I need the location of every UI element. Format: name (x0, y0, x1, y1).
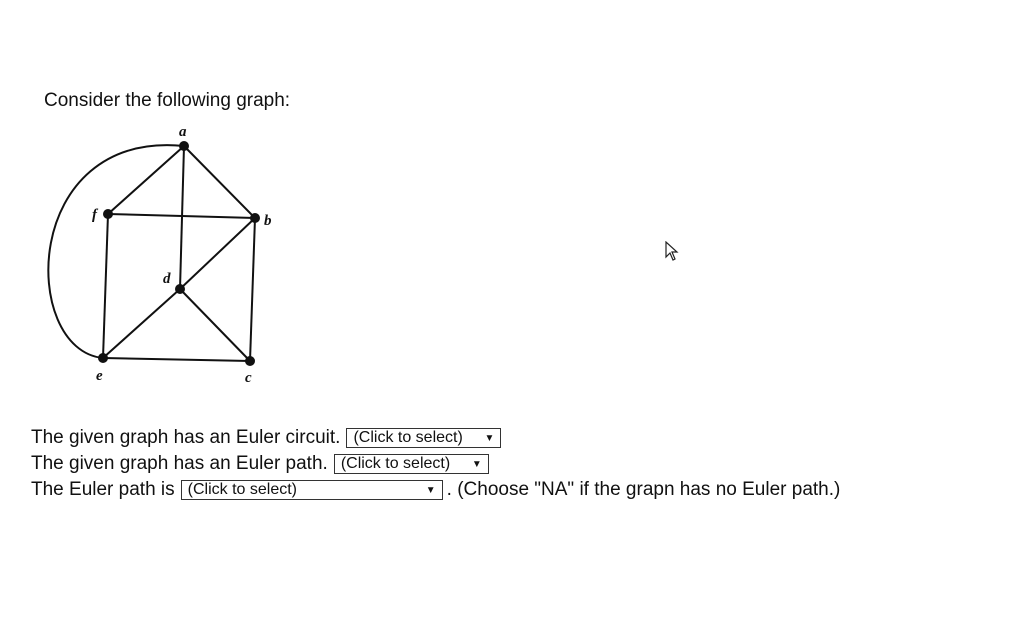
edge-b-d (180, 218, 255, 289)
euler-path-select[interactable] (334, 454, 489, 474)
question-euler-circuit (31, 425, 501, 451)
select-value: (Click to select) (187, 481, 297, 498)
node-label-c: c (245, 370, 252, 386)
edge-d-e (103, 289, 180, 358)
edge-f-e (103, 214, 108, 358)
node-d (175, 284, 185, 294)
node-a (179, 141, 189, 151)
edge-a-b (184, 146, 255, 218)
question-text: The given graph has an Euler path. (31, 453, 328, 474)
node-b (250, 213, 260, 223)
edge-a-f (108, 146, 184, 214)
node-label-b: b (264, 213, 272, 229)
graph-diagram (0, 0, 320, 400)
question-text: The given graph has an Euler circuit. (31, 427, 341, 448)
node-label-f: f (92, 207, 97, 223)
question-euler-path (31, 451, 489, 477)
euler-circuit-select[interactable] (346, 428, 501, 448)
mouse-pointer-icon (665, 241, 681, 263)
node-label-a: a (179, 124, 187, 140)
select-value: (Click to select) (340, 455, 451, 472)
question-note: . (Choose "NA" if the grapn has no Euler path.) (446, 479, 841, 500)
edge-d-c (180, 289, 250, 361)
node-e (98, 353, 108, 363)
node-c (245, 356, 255, 366)
triangle-down-icon: ▼ (425, 484, 436, 496)
question-text: The Euler path is (31, 479, 175, 500)
node-label-e: e (96, 368, 103, 384)
edge-a-d (180, 146, 184, 289)
node-f (103, 209, 113, 219)
edge-b-c (250, 218, 255, 361)
node-label-d: d (163, 271, 171, 287)
triangle-down-icon: ▼ (484, 432, 495, 444)
edge-a-e (48, 145, 184, 358)
question-prompt: Consider the following graph: (44, 90, 291, 111)
euler-path-sequence-select[interactable] (181, 480, 443, 500)
select-value: (Click to select) (353, 429, 463, 446)
triangle-down-icon: ▼ (471, 458, 482, 470)
edge-e-c (103, 358, 250, 361)
question-euler-path-sequence (31, 477, 840, 503)
